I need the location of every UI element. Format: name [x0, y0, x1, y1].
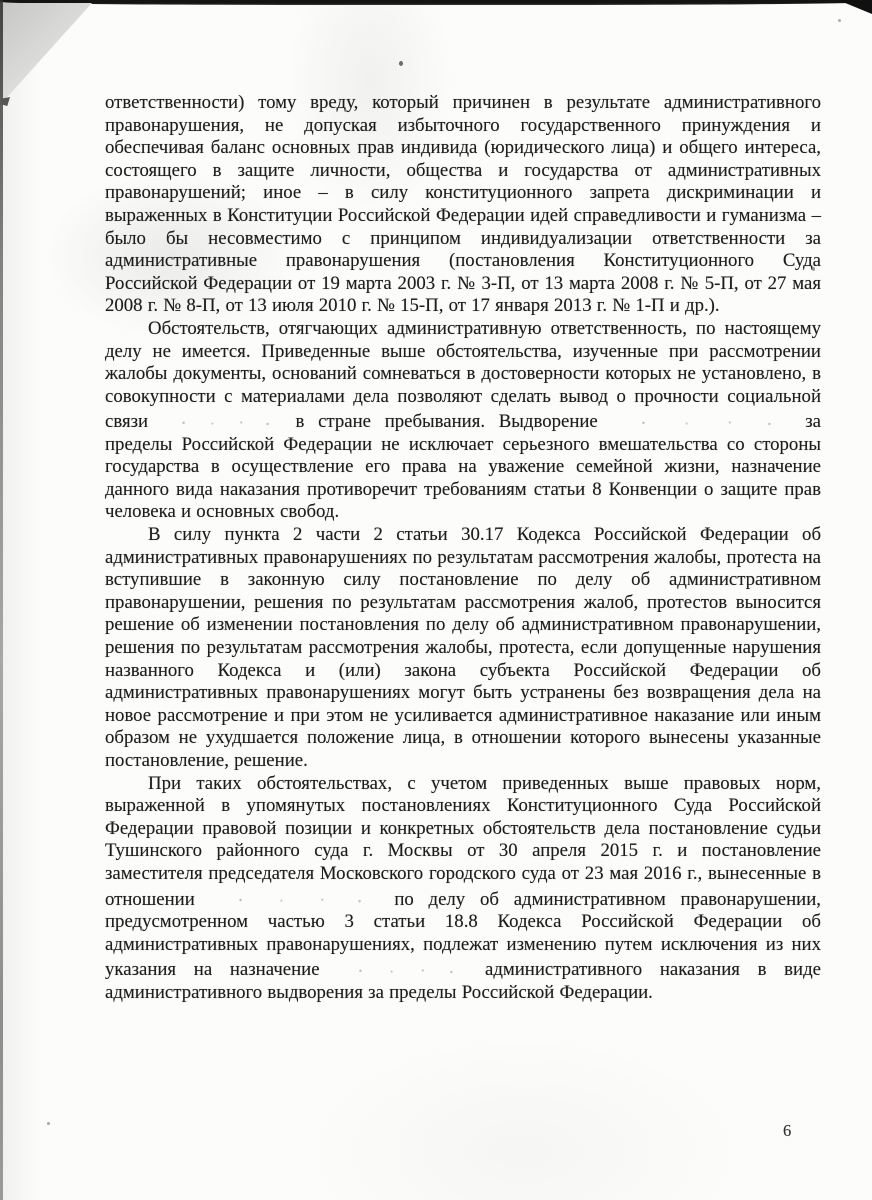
- redacted-gap: [210, 886, 380, 905]
- text-segment: Обстоятельств, отягчающих административную ответственность, по настоящему делу не имеется. Приведенные выше обстоятельства, изученные при рассмотрении жалобы документы, оснований сомневаться в достоверности которых не установлено, в совокупности с материалами дела позволяют сделать вывод о прочности социальной связи: [105, 317, 821, 433]
- paragraph: [105, 92, 821, 318]
- page-number: 6: [783, 1121, 792, 1140]
- paragraph: [105, 318, 821, 524]
- text-segment: по делу об административном правонарушении, предусмотренном частью 3 статьи 18.8 Кодекса Российской Федерации об административных правонарушениях, подлежат изменению путем исключения из них указания на назначение: [105, 888, 821, 980]
- text-segment: в стране пребывания. Выдворение: [295, 411, 598, 433]
- paragraph: [105, 773, 821, 1005]
- scan-edge-left: [0, 0, 3, 1200]
- redacted-gap: [337, 956, 467, 975]
- scan-speck: [47, 1122, 50, 1125]
- scan-corner-top-left: [0, 3, 92, 105]
- redacted-gap: [162, 408, 282, 427]
- text-segment: за пределы Российской Федерации не исключает серьезного вмешательства со стороны государства в осуществление его права на уважение семейной жизни, назначение данного вида наказания противоречит требованиям статьи 8 Конвенции о защите прав человека и основных свобод.: [105, 411, 821, 523]
- redacted-gap: [611, 408, 791, 427]
- paragraph: [105, 524, 821, 773]
- document-body: [105, 92, 821, 1004]
- text-segment: ответственности) тому вреду, который причинен в результате административного правонарушения, не допуская избыточного государственного принуждения и обеспечивая баланс основных прав индивида (юридического лица) и общего интереса, состоящего в защите личности, общества и государства от административных правонарушений; иное – в силу конституционного запрета дискриминации и выраженных в Конституции Российской Федерации идей справедливости и гуманизма – было бы несовместимо с принципом индивидуализации ответственности за административные правонарушения (постановления Конституционного Суда Российской Федерации от 19 марта 2003 г. № 3-П, от 13 марта 2008 г. № 5-П, от 27 мая 2008 г. № 8-П, от 13 июля 2010 г. № 15-П, от 17 января 2013 г. № 1-П и др.).: [105, 92, 821, 317]
- text-segment: административного наказания в виде административного выдворения за пределы Российской Федерации.: [105, 958, 821, 1003]
- text-segment: При таких обстоятельствах, с учетом приведенных выше правовых норм, выраженной в упомянутых постановлениях Конституционного Суда Российской Федерации правовой позиции и конкретных обстоятельств дела постановление судьи Тушинского районного суда г. Москвы от 30 апреля 2015 г. и постановление заместителя председателя Московского городского суда от 23 мая 2016 г., вынесенные в отношении: [105, 772, 821, 910]
- text-segment: В силу пункта 2 части 2 статьи 30.17 Кодекса Российской Федерации об административных правонарушениях по результатам рассмотрения жалобы, протеста на вступившие в законную силу постановление по делу об административном правонарушении, решения по результатам рассмотрения жалоб, протестов выносится решение об изменении постановления по делу об административном правонарушении, решения по результатам рассмотрения жалобы, протеста, если допущенные нарушения названного Кодекса и (или) закона субъекта Российской Федерации об административных правонарушениях могут быть устранены без возвращения дела на новое рассмотрение и при этом не усиливается административное наказание или иным образом не ухудшается положение лица, в отношении которого вынесены указанные постановление, решение.: [105, 524, 821, 772]
- scan-speck: [838, 19, 841, 22]
- scan-speck: [399, 61, 403, 66]
- scan-edge-top: [0, 0, 872, 5]
